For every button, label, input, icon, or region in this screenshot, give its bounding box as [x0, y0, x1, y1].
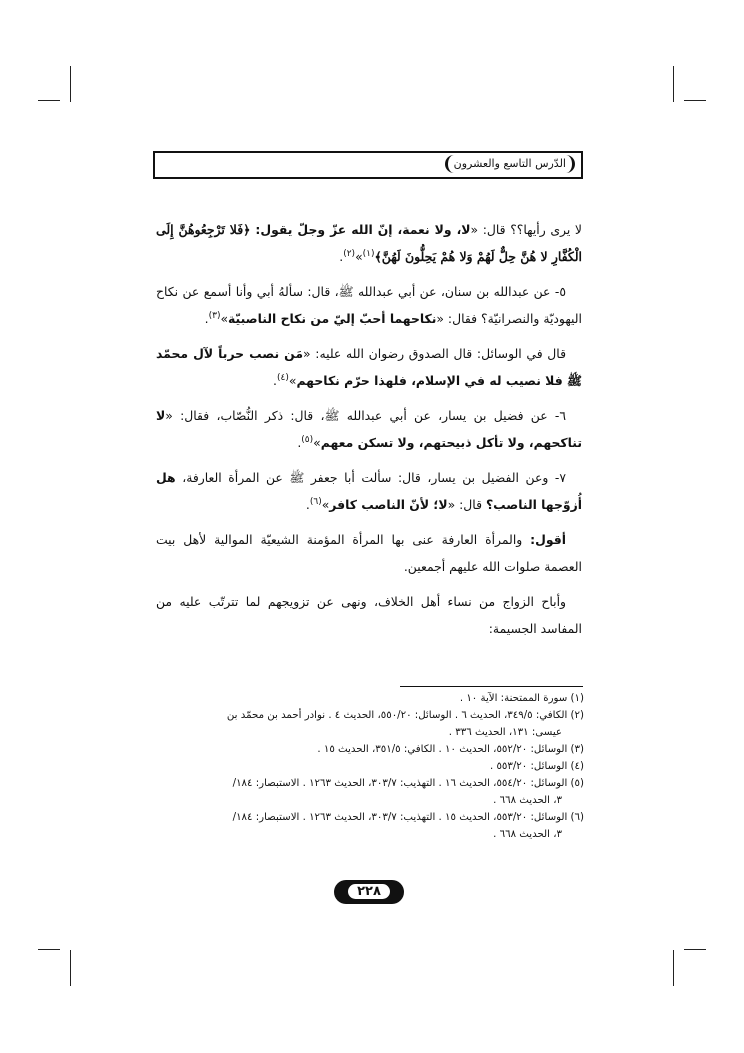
- quran-verse: ﴿فَلا تَرْجِعُوهُنَّ إِلَى الْكُفَّارِ لا هُنَّ حِلٌّ لَهُمْ وَلا هُمْ يَحِلُّونَ لَهُنَّ﴾: [156, 222, 582, 264]
- footnote-ref: (٥): [301, 434, 314, 445]
- footnote-divider: [400, 686, 583, 687]
- crop-mark: [38, 100, 60, 101]
- running-header: [153, 151, 583, 179]
- paragraph-1: لا يرى رأيها؟؟ قال: «لا، ولا نعمة، إنّ الله عزّ وجلّ يقول: ﴿فَلا تَرْجِعُوهُنَّ إِلَى الْكُفَّارِ لا هُنَّ حِلٌّ لَهُمْ وَلا هُمْ يَحِلُّونَ لَهُنَّ﴾$^{(١)}$»$^{(٢)}$.: [156, 222, 582, 264]
- footnotes-list: [156, 690, 584, 843]
- footnote: (٦) الوسائل: ٥٥٣/٢٠، الحديث ١٥ . التهذيب: ٣٠٣/٧، الحديث ١٢٦٣ . الاستبصار: ١٨٤/ ٣، الحديث ٦٦٨ .: [232, 812, 584, 840]
- crop-mark: [70, 950, 71, 986]
- footnote-ref: (١): [362, 248, 375, 259]
- footnote: (١) سورة الممتحنة: الآية ١٠ .: [459, 693, 584, 704]
- footnote: (٤) الوسائل: ٥٥٣/٢٠ .: [489, 761, 584, 772]
- crop-mark: [38, 949, 60, 950]
- footnote-ref: (٣): [208, 310, 221, 321]
- footnote: (٥) الوسائل: ٥٥٤/٢٠، الحديث ١٦ . التهذيب: ٣٠٣/٧، الحديث ١٢٦٣ . الاستبصار: ١٨٤/ ٣، الحديث ٦٦٨ .: [232, 778, 584, 806]
- footnote: (٣) الوسائل: ٥٥٢/٢٠، الحديث ١٠ . الكافي: ٣٥١/٥، الحديث ١٥ .: [317, 744, 584, 755]
- crop-mark: [70, 66, 71, 102]
- footnote-ref: (٤): [277, 372, 289, 383]
- running-header-title: الدّرس التاسع والعشرون: [445, 155, 575, 173]
- page-number-label: ٢٢٨: [348, 884, 390, 899]
- footnote: (٢) الكافي: ٣٤٩/٥، الحديث ٦ . الوسائل: ٥٥٠/٢٠، الحديث ٤ . نوادر أحمد بن محمّد بن عيسى: ١٣١، الحديث ٣٣٦ .: [226, 710, 584, 738]
- crop-mark: [684, 949, 706, 950]
- paragraph-4: ٦- عن فضيل بن يسار، عن أبي عبدالله ﷺ، قال: ذكر النُّصّاب، فقال: «لا تناكحهم، ولا تأكل ذبيحتهم، ولا تسكن معهم»$^{(٥)}$.: [156, 408, 582, 450]
- body-text: [156, 216, 582, 650]
- paragraph-6: أقول: والمرأة العارفة عنى بها المرأة المؤمنة الشيعيّة الموالية لأهل بيت العصمة صلوات الله عليهم أجمعين.: [156, 532, 582, 574]
- footnote-ref: (٦): [309, 496, 322, 507]
- crop-mark: [684, 100, 706, 101]
- paragraph-7: وأباح الزواج من نساء أهل الخلاف، ونهى عن تزويجهم لما تترتّب عليه من المفاسد الجسيمة:: [156, 594, 582, 636]
- crop-mark: [673, 66, 674, 102]
- crop-mark: [673, 950, 674, 986]
- paragraph-2: ٥- عن عبدالله بن سنان، عن أبي عبدالله ﷺ، قال: سألهُ أبي وأنا أسمع عن نكاح اليهوديّة والنصرانيّة؟ فقال: «نكاحهما أحبّ إليّ من نكاح الناصبيّة»$^{(٣)}$.: [156, 284, 582, 326]
- page-number: [334, 880, 404, 904]
- paragraph-5: ٧- وعن الفضيل بن يسار، قال: سألت أبا جعفر ﷺ عن المرأة العارفة، هل أُزوّجها الناصب؟ قال: «لا؛ لأنّ الناصب كافر»$^{(٦)}$.: [156, 470, 582, 512]
- footnote-ref: (٢): [343, 248, 356, 259]
- paragraph-3: قال في الوسائل: قال الصدوق رضوان الله عليه: «مَن نصب حرباً لآل محمّد ﷺ فلا نصيب له في الإسلام، فلهذا حرّم نكاحهم»$^{(٤)}$.: [156, 346, 582, 388]
